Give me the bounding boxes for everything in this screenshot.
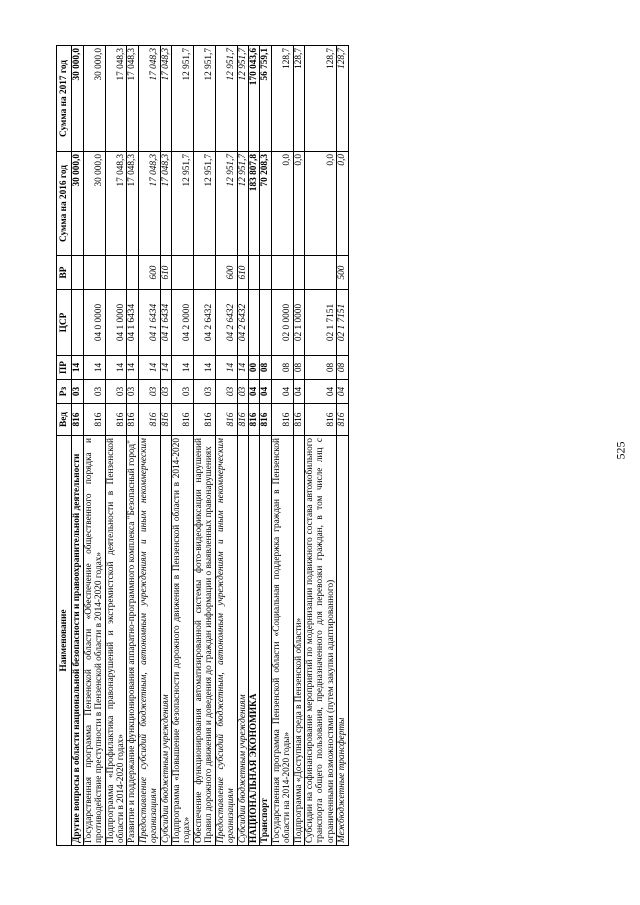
- cell-ved: 816: [138, 404, 160, 436]
- cell-rz: 03: [237, 380, 248, 404]
- cell-rz: 03: [193, 380, 215, 404]
- cell-csr: 04 1 6434: [127, 290, 138, 356]
- cell-csr: 04 1 6434: [138, 290, 160, 356]
- table-row: [337, 46, 348, 846]
- cell-name: Другие вопросы в области национальной безопасности и правоохранительной деятельности: [72, 436, 83, 846]
- cell-name: Межбюджетные трансферты: [337, 436, 348, 846]
- cell-name: Субсидии на софинансирование мероприятий по модернизации подвижного состава автомобильного транспорта общего пользования, предназначенного для перевозки граждан, в том числе лиц с ограниченными возможностями (путем закупки адаптированного): [304, 436, 336, 846]
- header-row: [57, 46, 72, 846]
- header-name: Наименование: [57, 436, 72, 846]
- cell-pr: 08: [304, 356, 336, 380]
- cell-sum-2016: 17 048,3: [138, 152, 160, 256]
- cell-csr: 02 1 7151: [337, 290, 348, 356]
- cell-vr: [304, 256, 336, 290]
- cell-rz: 04: [260, 380, 271, 404]
- cell-csr: 04 2 6432: [237, 290, 248, 356]
- cell-sum-2016: 12 951,7: [172, 152, 194, 256]
- cell-ved: 816: [215, 404, 237, 436]
- cell-sum-2016: 17 048,3: [127, 152, 138, 256]
- cell-sum-2017: 30 000,0: [72, 46, 83, 152]
- cell-rz: 03: [138, 380, 160, 404]
- table-row: [138, 46, 160, 846]
- cell-sum-2017: 12 951,7: [215, 46, 237, 152]
- table-row: [260, 46, 271, 846]
- cell-pr: 08: [293, 356, 304, 380]
- cell-rz: 04: [293, 380, 304, 404]
- table-row: [248, 46, 259, 846]
- cell-pr: 14: [237, 356, 248, 380]
- header-vr: ВР: [57, 256, 72, 290]
- cell-sum-2016: 183 807,8: [248, 152, 259, 256]
- header-ved: Вед: [57, 404, 72, 436]
- cell-ved: 816: [105, 404, 127, 436]
- cell-ved: 816: [160, 404, 171, 436]
- cell-name: Субсидии бюджетным учреждениям: [160, 436, 171, 846]
- cell-sum-2016: 30 000,0: [83, 152, 105, 256]
- cell-pr: 00: [248, 356, 259, 380]
- table-row: [172, 46, 194, 846]
- cell-csr: 04 2 6432: [215, 290, 237, 356]
- cell-pr: 08: [337, 356, 348, 380]
- cell-rz: 03: [215, 380, 237, 404]
- cell-pr: 14: [83, 356, 105, 380]
- cell-sum-2017: 17 048,3: [127, 46, 138, 152]
- rotated-table-container: [56, 46, 552, 846]
- table-row: [271, 46, 293, 846]
- cell-name: Государственная программа Пензенской области «Социальная поддержка граждан в Пензенской области на 2014-2020 годы»: [271, 436, 293, 846]
- cell-ved: 816: [237, 404, 248, 436]
- cell-csr: [248, 290, 259, 356]
- cell-ved: 816: [83, 404, 105, 436]
- cell-rz: 03: [72, 380, 83, 404]
- cell-sum-2017: 17 048,3: [105, 46, 127, 152]
- cell-ved: 816: [337, 404, 348, 436]
- cell-name: Государственная программа Пензенской области «Обеспечение общественного порядка и противодействие преступности в Пензенской области в 2014-2020 годах»: [83, 436, 105, 846]
- cell-vr: 600: [138, 256, 160, 290]
- table-row: [83, 46, 105, 846]
- cell-pr: 14: [172, 356, 194, 380]
- cell-rz: 03: [172, 380, 194, 404]
- cell-csr: [260, 290, 271, 356]
- cell-sum-2017: 17 048,3: [138, 46, 160, 152]
- page-number: 525: [613, 441, 628, 460]
- cell-vr: 610: [237, 256, 248, 290]
- cell-vr: [260, 256, 271, 290]
- cell-ved: 816: [293, 404, 304, 436]
- cell-sum-2017: 12 951,7: [237, 46, 248, 152]
- cell-vr: 500: [337, 256, 348, 290]
- cell-sum-2016: 30 000,0: [72, 152, 83, 256]
- cell-vr: [248, 256, 259, 290]
- table-row: [160, 46, 171, 846]
- cell-ved: 816: [127, 404, 138, 436]
- cell-name: Предоставление субсидий бюджетным, автономным учреждениям и иным некоммерческим организациям: [215, 436, 237, 846]
- table-body: [72, 46, 348, 846]
- cell-pr: 08: [271, 356, 293, 380]
- cell-name: Субсидии бюджетным учреждениям: [237, 436, 248, 846]
- header-sum-2016: Сумма на 2016 год: [57, 152, 72, 256]
- cell-csr: 04 2 0000: [172, 290, 194, 356]
- cell-rz: 03: [160, 380, 171, 404]
- cell-name: Подпрограмма «Профилактика правонарушений и экстремистской деятельности в Пензенской области в 2014-2020 годах»: [105, 436, 127, 846]
- cell-sum-2016: 17 048,3: [160, 152, 171, 256]
- cell-pr: 14: [127, 356, 138, 380]
- cell-sum-2016: 0,0: [293, 152, 304, 256]
- cell-sum-2017: 56 759,1: [260, 46, 271, 152]
- header-sum-2017: Сумма на 2017 год: [57, 46, 72, 152]
- header-csr: ЦСР: [57, 290, 72, 356]
- header-pr: ПР: [57, 356, 72, 380]
- cell-ved: 816: [304, 404, 336, 436]
- cell-csr: 02 0 0000: [271, 290, 293, 356]
- cell-sum-2017: 170 043,6: [248, 46, 259, 152]
- table-row: [105, 46, 127, 846]
- cell-csr: 04 1 6434: [160, 290, 171, 356]
- cell-sum-2016: 17 048,3: [105, 152, 127, 256]
- cell-ved: 816: [193, 404, 215, 436]
- cell-sum-2017: 12 951,7: [172, 46, 194, 152]
- cell-vr: 600: [215, 256, 237, 290]
- cell-csr: 02 1 0000: [293, 290, 304, 356]
- cell-rz: 03: [83, 380, 105, 404]
- cell-csr: 02 1 7151: [304, 290, 336, 356]
- header-rz: Рз: [57, 380, 72, 404]
- cell-rz: 03: [105, 380, 127, 404]
- cell-pr: 08: [260, 356, 271, 380]
- cell-sum-2016: 0,0: [304, 152, 336, 256]
- cell-sum-2016: 70 208,3: [260, 152, 271, 256]
- cell-sum-2017: 128,7: [304, 46, 336, 152]
- cell-vr: [105, 256, 127, 290]
- cell-sum-2016: 0,0: [271, 152, 293, 256]
- table-row: [304, 46, 336, 846]
- cell-vr: [127, 256, 138, 290]
- cell-vr: [83, 256, 105, 290]
- cell-pr: 14: [138, 356, 160, 380]
- table-row: [293, 46, 304, 846]
- cell-name: НАЦИОНАЛЬНАЯ ЭКОНОМИКА: [248, 436, 259, 846]
- cell-vr: [193, 256, 215, 290]
- cell-vr: [172, 256, 194, 290]
- cell-name: Подпрограмма «Повышение безопасности дорожного движения в Пензенской области в 2014-2020 годах»: [172, 436, 194, 846]
- cell-vr: [72, 256, 83, 290]
- cell-name: Развитие и поддержание функционирования аппаратно-программного комплекса "Безопасный город": [127, 436, 138, 846]
- cell-pr: 14: [105, 356, 127, 380]
- cell-vr: [271, 256, 293, 290]
- table-row: [215, 46, 237, 846]
- cell-rz: 04: [304, 380, 336, 404]
- table-row: [237, 46, 248, 846]
- cell-sum-2016: 0,0: [337, 152, 348, 256]
- cell-sum-2017: 30 000,0: [83, 46, 105, 152]
- budget-table: [56, 45, 349, 846]
- cell-sum-2016: 12 951,7: [215, 152, 237, 256]
- cell-csr: 04 1 0000: [105, 290, 127, 356]
- cell-sum-2017: 12 951,7: [193, 46, 215, 152]
- cell-ved: 816: [260, 404, 271, 436]
- cell-csr: 04 2 6432: [193, 290, 215, 356]
- cell-name: Предоставление субсидий бюджетным, автономным учреждениям и иным некоммерческим организациям: [138, 436, 160, 846]
- table-row: [193, 46, 215, 846]
- cell-ved: 816: [72, 404, 83, 436]
- cell-vr: 610: [160, 256, 171, 290]
- cell-ved: 816: [271, 404, 293, 436]
- cell-name: Обеспечение функционирования автоматизированной системы фото-видеофиксации нарушений Правил дорожного движения и доведения до граждан информации о выявленных правонарушениях: [193, 436, 215, 846]
- cell-csr: [72, 290, 83, 356]
- cell-rz: 04: [248, 380, 259, 404]
- cell-sum-2017: 128,7: [337, 46, 348, 152]
- cell-ved: 816: [172, 404, 194, 436]
- cell-pr: 14: [72, 356, 83, 380]
- cell-sum-2017: 17 048,3: [160, 46, 171, 152]
- cell-name: Транспорт: [260, 436, 271, 846]
- cell-sum-2017: 128,7: [271, 46, 293, 152]
- cell-rz: 04: [337, 380, 348, 404]
- cell-ved: 816: [248, 404, 259, 436]
- cell-pr: 14: [193, 356, 215, 380]
- cell-sum-2016: 12 951,7: [237, 152, 248, 256]
- cell-pr: 14: [160, 356, 171, 380]
- cell-rz: 04: [271, 380, 293, 404]
- cell-sum-2017: 128,7: [293, 46, 304, 152]
- cell-csr: 04 0 0000: [83, 290, 105, 356]
- table-row: [72, 46, 83, 846]
- cell-sum-2016: 12 951,7: [193, 152, 215, 256]
- cell-rz: 03: [127, 380, 138, 404]
- cell-vr: [293, 256, 304, 290]
- table-row: [127, 46, 138, 846]
- cell-pr: 14: [215, 356, 237, 380]
- cell-name: Подпрограмма «Доступная среда в Пензенской области»: [293, 436, 304, 846]
